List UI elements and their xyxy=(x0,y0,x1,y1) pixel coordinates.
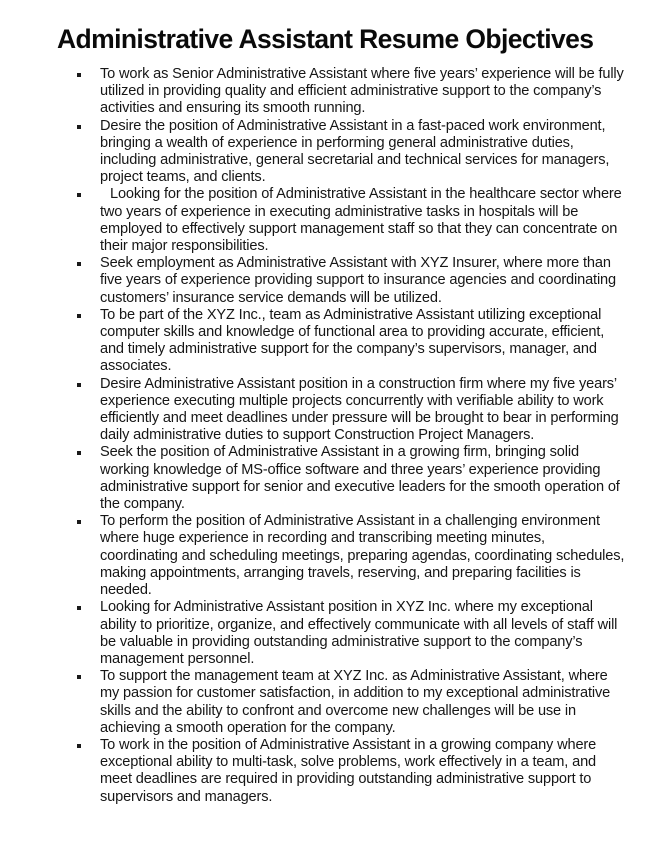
square-bullet-icon xyxy=(77,451,81,455)
document-title: Administrative Assistant Resume Objectives xyxy=(57,24,594,54)
objective-text: Seek employment as Administrative Assistant with XYZ Insurer, where more than five years of experience providing support to insurance agencies and coordinating customers’ insurance service demands will be utilized. xyxy=(100,255,616,306)
square-bullet-icon xyxy=(77,73,81,77)
objective-text: To work as Senior Administrative Assistant where five years’ experience will be fully utilized in providing quality and efficient administrative support to the company’s activities and ensuring its smooth running. xyxy=(100,66,624,117)
objective-text: To support the management team at XYZ Inc. as Administrative Assistant, where my passion for customer satisfaction, in addition to my exceptional administrative skills and the ability to confront and overcome new challenges will be use in achieving a smooth operation for the company. xyxy=(100,668,611,736)
objective-item xyxy=(0,66,625,118)
objective-item xyxy=(0,668,625,737)
objective-item xyxy=(0,307,625,376)
objective-item xyxy=(0,513,625,599)
square-bullet-icon xyxy=(77,383,81,387)
square-bullet-icon xyxy=(77,520,81,524)
square-bullet-icon xyxy=(77,193,81,197)
objective-item xyxy=(0,255,625,307)
objective-text: Looking for Administrative Assistant position in XYZ Inc. where my exceptional ability to prioritize, organize, and effectively communicate with all levels of staff will be valuable in providing outstanding administrative support to the company’s management personnel. xyxy=(100,599,618,667)
objective-text: Seek the position of Administrative Assistant in a growing firm, bringing solid working knowledge of MS-office software and three years’ experience providing administrative support for senior and executive leaders for the smooth operation of the company. xyxy=(100,444,620,513)
square-bullet-icon xyxy=(77,314,81,318)
objective-text: Desire the position of Administrative Assistant in a fast-paced work environment, bringing a wealth of experience in performing general administrative duties, including administrative, general secretarial and technical services for managers, project teams, and clients. xyxy=(100,117,610,186)
square-bullet-icon xyxy=(77,675,81,679)
objective-item xyxy=(0,444,625,513)
square-bullet-icon xyxy=(77,744,81,748)
objective-item xyxy=(0,118,625,187)
square-bullet-icon xyxy=(77,125,81,129)
objective-text: To be part of the XYZ Inc., team as Administrative Assistant utilizing exceptional computer skills and knowledge of functional area to providing accurate, efficient, and timely administrative support for the company’s supervisors, manager, and associates. xyxy=(100,306,605,375)
objective-item xyxy=(0,737,625,806)
objective-item xyxy=(0,376,625,445)
objective-text: To work in the position of Administrative Assistant in a growing company where exceptional ability to multi-task, solve problems, work effectively in a team, and meet deadlines are required in providing outstanding administrative support to supervisors and managers. xyxy=(100,736,597,805)
objective-text: Looking for the position of Administrative Assistant in the healthcare sector where two years of experience in executing administrative tasks in hospitals will be employed to effectively support management staff so that they can concentrate on their major responsibilities. xyxy=(100,186,622,255)
objective-text: To perform the position of Administrative Assistant in a challenging environment where huge experience in recording and transcribing meeting minutes, coordinating and scheduling meetings, preparing agendas, coordinating schedules, making appointments, arranging travels, reserving, and preparing facilities is needed. xyxy=(100,513,625,599)
objective-item xyxy=(0,186,625,255)
objective-text: Desire Administrative Assistant position in a construction firm where my five years’ experience executing multiple projects concurrently with verifiable ability to work efficiently and meet deadlines under pressure will be brought to bear in performing daily administrative duties to support Construction Project Managers. xyxy=(100,375,619,444)
square-bullet-icon xyxy=(77,606,81,610)
square-bullet-icon xyxy=(77,262,81,266)
objective-item xyxy=(0,599,625,668)
objectives-list xyxy=(0,66,625,806)
